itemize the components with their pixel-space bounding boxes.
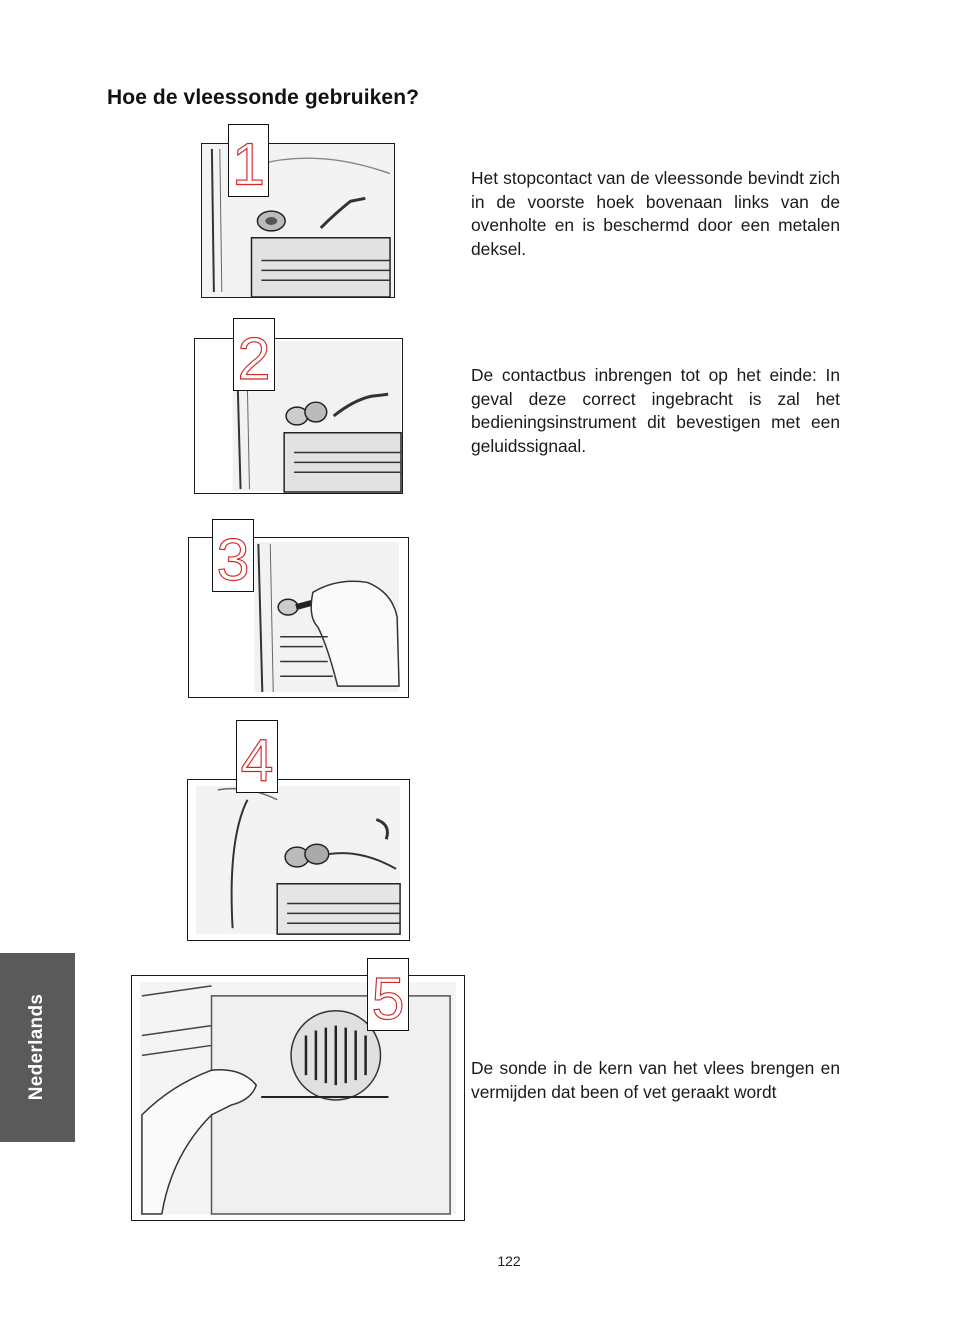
language-side-tab: [0, 953, 75, 1142]
step-4-photo: [187, 779, 410, 941]
step-2-number-badge: [233, 318, 275, 391]
step-1-text: Het stopcontact van de vleessonde bevindt zich in de voorste hoek bovenaan links van de ovenholte en is beschermd door een metalen deksel.: [471, 168, 840, 259]
language-side-tab-label: Nederlands: [26, 993, 47, 1101]
step-5-number: 5: [371, 965, 405, 1030]
step-2-text: De contactbus inbrengen tot op het einde: In geval deze correct ingebracht is zal het bedieningsinstrument dit bevestigen met een geluidssignaal.: [471, 365, 840, 456]
step-3-number-badge: [212, 519, 254, 592]
step-5-number-badge: [367, 958, 409, 1031]
step-2-photo: [194, 338, 403, 494]
step-4-number-badge: [236, 720, 278, 793]
step-1-number-badge: [228, 124, 269, 197]
step-5-photo: [131, 975, 465, 1221]
step-2-number: 2: [237, 325, 271, 390]
page-number: 122: [497, 1253, 521, 1269]
step-4-number: 4: [240, 727, 274, 792]
step-1-number: 1: [232, 132, 265, 196]
page-title: Hoe de vleessonde gebruiken?: [107, 86, 420, 109]
step-5-text: De sonde in de kern van het vlees brengen en vermijden dat been of vet geraakt wordt: [471, 1058, 840, 1102]
step-3-number: 3: [216, 526, 250, 591]
